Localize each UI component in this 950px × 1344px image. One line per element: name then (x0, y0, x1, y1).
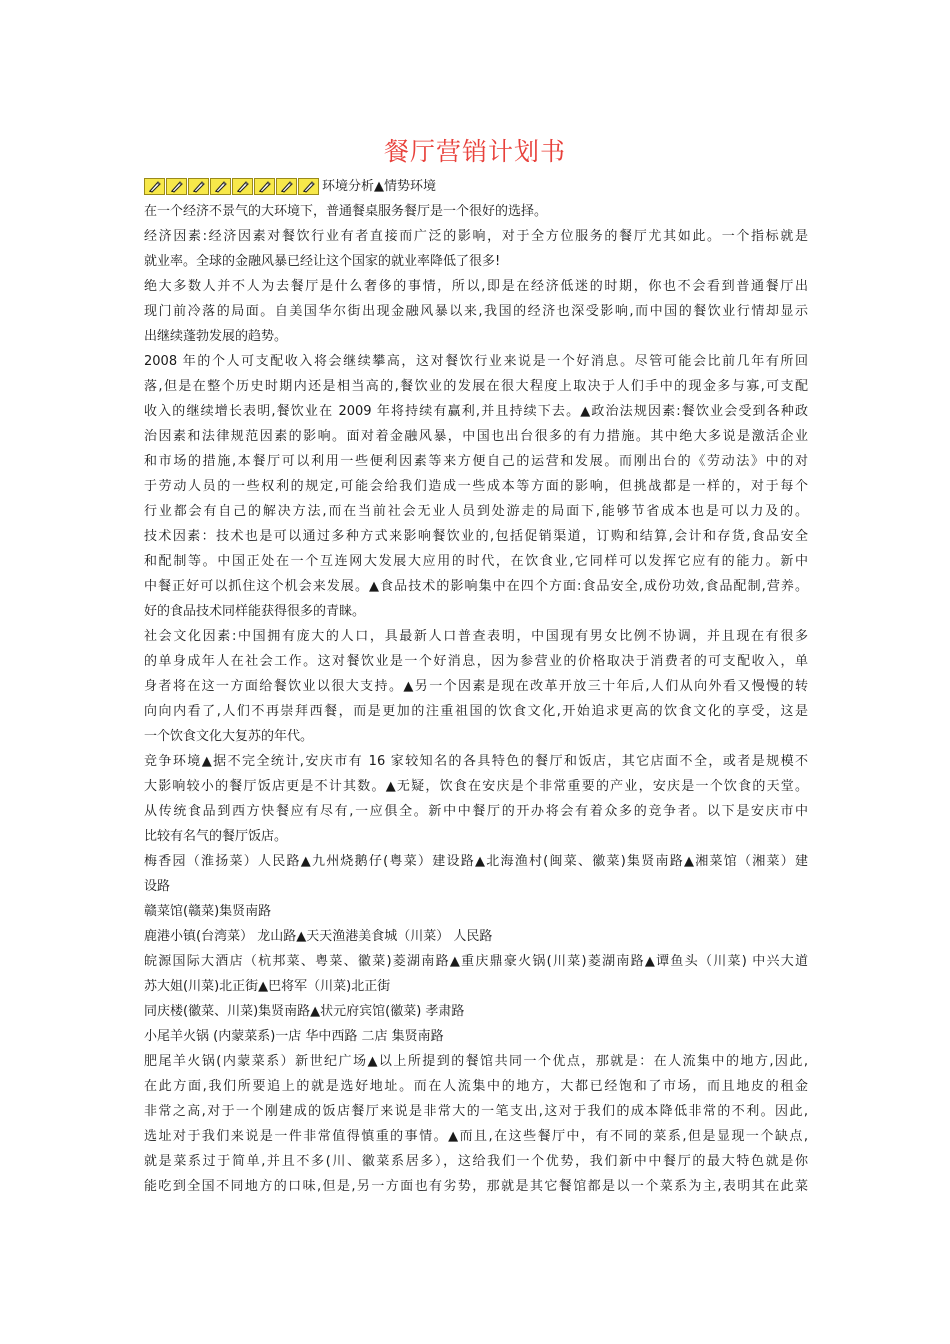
text-line: 经济因素:经济因素对餐饮行业有者直接而广泛的影响，对于全方位服务的餐厅尤其如此。一个指标就是 (144, 229, 808, 244)
bullet-tool-icon (188, 178, 209, 195)
text-line: 在此方面,我们所要追上的就是选好地址。而在人流集中的地方，大都已经饱和了市场，而且地皮的租金 (144, 1079, 808, 1094)
text-line: 比较有名气的餐厅饭店。 (144, 829, 288, 844)
text-line: 竞争环境▲据不完全统计,安庆市有 16 家较知名的各具特色的餐厅和饭店，其它店面不全，或者是规模不 (144, 754, 808, 769)
text-line: 落,但是在整个历史时期内还是相当高的,餐饮业的发展在很大程度上取决于人们手中的现金多与寡,可支配 (144, 379, 808, 394)
text-line: 出继续蓬勃发展的趋势。 (144, 329, 288, 344)
text-line: 皖源国际大酒店（杭邦菜、粤菜、徽菜)菱湖南路▲重庆鼎豪火锅(川菜)菱湖南路▲谭鱼头（川菜) 中兴大道 (144, 954, 808, 969)
text-line: 的单身成年人在社会工作。这对餐饮业是一个好消息，因为参营业的价格取决于消费者的可支配收入，单 (144, 654, 808, 669)
text-line: 收入的继续增长表明,餐饮业在 2009 年将持续有赢利,并且持续下去。▲政治法规因素:餐饮业会受到各种政 (144, 404, 808, 419)
document-body (144, 174, 808, 1199)
text-line: 肥尾羊火锅(内蒙菜系）新世纪广场▲以上所提到的餐馆共同一个优点，那就是：在人流集中的地方,因此, (144, 1054, 808, 1069)
text-line: 治因素和法律规范因素的影响。面对着金融风暴，中国也出台很多的有力措施。其中绝大多说是激活企业 (144, 429, 808, 444)
text-line: 和配制等。中国正处在一个互连网大发展大应用的时代，在饮食业,它同样可以发挥它应有的能力。新中 (144, 554, 808, 569)
text-line: 技术因素：技术也是可以通过多种方式来影响餐饮业的,包括促销渠道，订购和结算,会计和存货,食品安全 (144, 529, 808, 544)
text-line: 和市场的措施,本餐厅可以利用一些便利因素等来方便自己的运营和发展。而刚出台的《劳动法》中的对 (144, 454, 808, 469)
bullet-tool-icon (166, 178, 187, 195)
text-line: 设路 (144, 879, 171, 894)
section-icon-row (144, 178, 320, 196)
text-line: 现门前冷落的局面。自美国华尔街出现金融风暴以来,我国的经济也深受影响,而中国的餐饮业行情却显示 (144, 304, 808, 319)
bullet-tool-icon (210, 178, 231, 195)
text-line: 能吃到全国不同地方的口味,但是,另一方面也有劣势，那就是其它餐馆都是以一个菜系为主,表明其在此菜 (144, 1179, 808, 1194)
text-line: 就业率。全球的金融风暴已经让这个国家的就业率降低了很多! (144, 254, 501, 269)
text-line: 中餐正好可以抓住这个机会来发展。▲食品技术的影响集中在四个方面:食品安全,成份功效,食品配制,营养。 (144, 579, 808, 594)
text-line: 赣菜馆(赣菜)集贤南路 (144, 904, 272, 919)
text-line: 同庆楼(徽菜、川菜)集贤南路▲状元府宾馆(徽菜) 孝肃路 (144, 1004, 465, 1019)
text-line: 小尾羊火锅 (内蒙菜系)一店 华中西路 二店 集贤南路 (144, 1029, 444, 1044)
text-line: 从传统食品到西方快餐应有尽有,一应俱全。新中中餐厅的开办将会有着众多的竞争者。以下是安庆市中 (144, 804, 808, 819)
bullet-tool-icon (276, 178, 297, 195)
text-line: 大影响较小的餐厅饭店更是不计其数。▲无疑，饮食在安庆是个非常重要的产业，安庆是一个饮食的天堂。 (144, 779, 808, 794)
text-line: 梅香园（淮扬菜）人民路▲九州烧鹅仔(粤菜）建设路▲北海渔村(闽菜、徽菜)集贤南路▲湘菜馆（湘菜）建 (144, 854, 808, 869)
text-line: 选址对于我们来说是一件非常值得慎重的事情。▲而且,在这些餐厅中，有不同的菜系,但是显现一个缺点, (144, 1129, 808, 1144)
text-line: 向向内看了,人们不再崇拜西餐，而是更加的注重祖国的饮食文化,开始追求更高的饮食文化的享受，这是 (144, 704, 808, 719)
text-line: 苏大姐(川菜)北正街▲巴将军（川菜)北正街 (144, 979, 391, 994)
text-line: 行业都会有自己的解决方法,而在当前社会无业人员到处游走的局面下,能够节省成本也是可以力及的。 (144, 504, 808, 519)
bullet-tool-icon (232, 178, 253, 195)
paragraph-lines (144, 199, 808, 1199)
text-line: 鹿港小镇(台湾菜） 龙山路▲天天渔港美食城（川菜） 人民路 (144, 929, 493, 944)
text-line: 于劳动人员的一些权利的规定,可能会给我们造成一些成本等方面的影响，但挑战都是一样的，对于每个 (144, 479, 808, 494)
bullet-tool-icon (254, 178, 275, 195)
text-line: 绝大多数人并不人为去餐厅是什么奢侈的事情，所以,即是在经济低迷的时期，你也不会看到普通餐厅出 (144, 279, 808, 294)
text-line: 一个饮食文化大复苏的年代。 (144, 729, 314, 744)
text-line: 身者将在这一方面给餐饮业以很大支持。▲另一个因素是现在改革开放三十年后,人们从向外看又慢慢的转 (144, 679, 808, 694)
bullet-tool-icon (144, 178, 165, 195)
document-title: 餐厅营销计划书 (383, 137, 566, 166)
text-line: 在一个经济不景气的大环境下，普通餐桌服务餐厅是一个很好的选择。 (144, 204, 548, 219)
text-line: 2008 年的个人可支配收入将会继续攀高，这对餐饮行业来说是一个好消息。尽管可能会比前几年有所回 (144, 354, 808, 369)
section-heading-line (144, 174, 808, 199)
text-line: 就是菜系过于简单,并且不多(川、徽菜系居多），这给我们一个优势，我们新中中餐厅的最大特色就是你 (144, 1154, 808, 1169)
text-line: 非常之高,对于一个刚建成的饭店餐厅来说是非常大的一笔支出,这对于我们的成本降低非常的不利。因此, (144, 1104, 808, 1119)
bullet-tool-icon (298, 178, 319, 195)
section-heading: 环境分析▲情势环境 (322, 179, 436, 194)
text-line: 好的食品技术同样能获得很多的青睐。 (144, 604, 366, 619)
text-line: 社会文化因素:中国拥有庞大的人口，具最新人口普查表明，中国现有男女比例不协调，并且现在有很多 (144, 629, 808, 644)
